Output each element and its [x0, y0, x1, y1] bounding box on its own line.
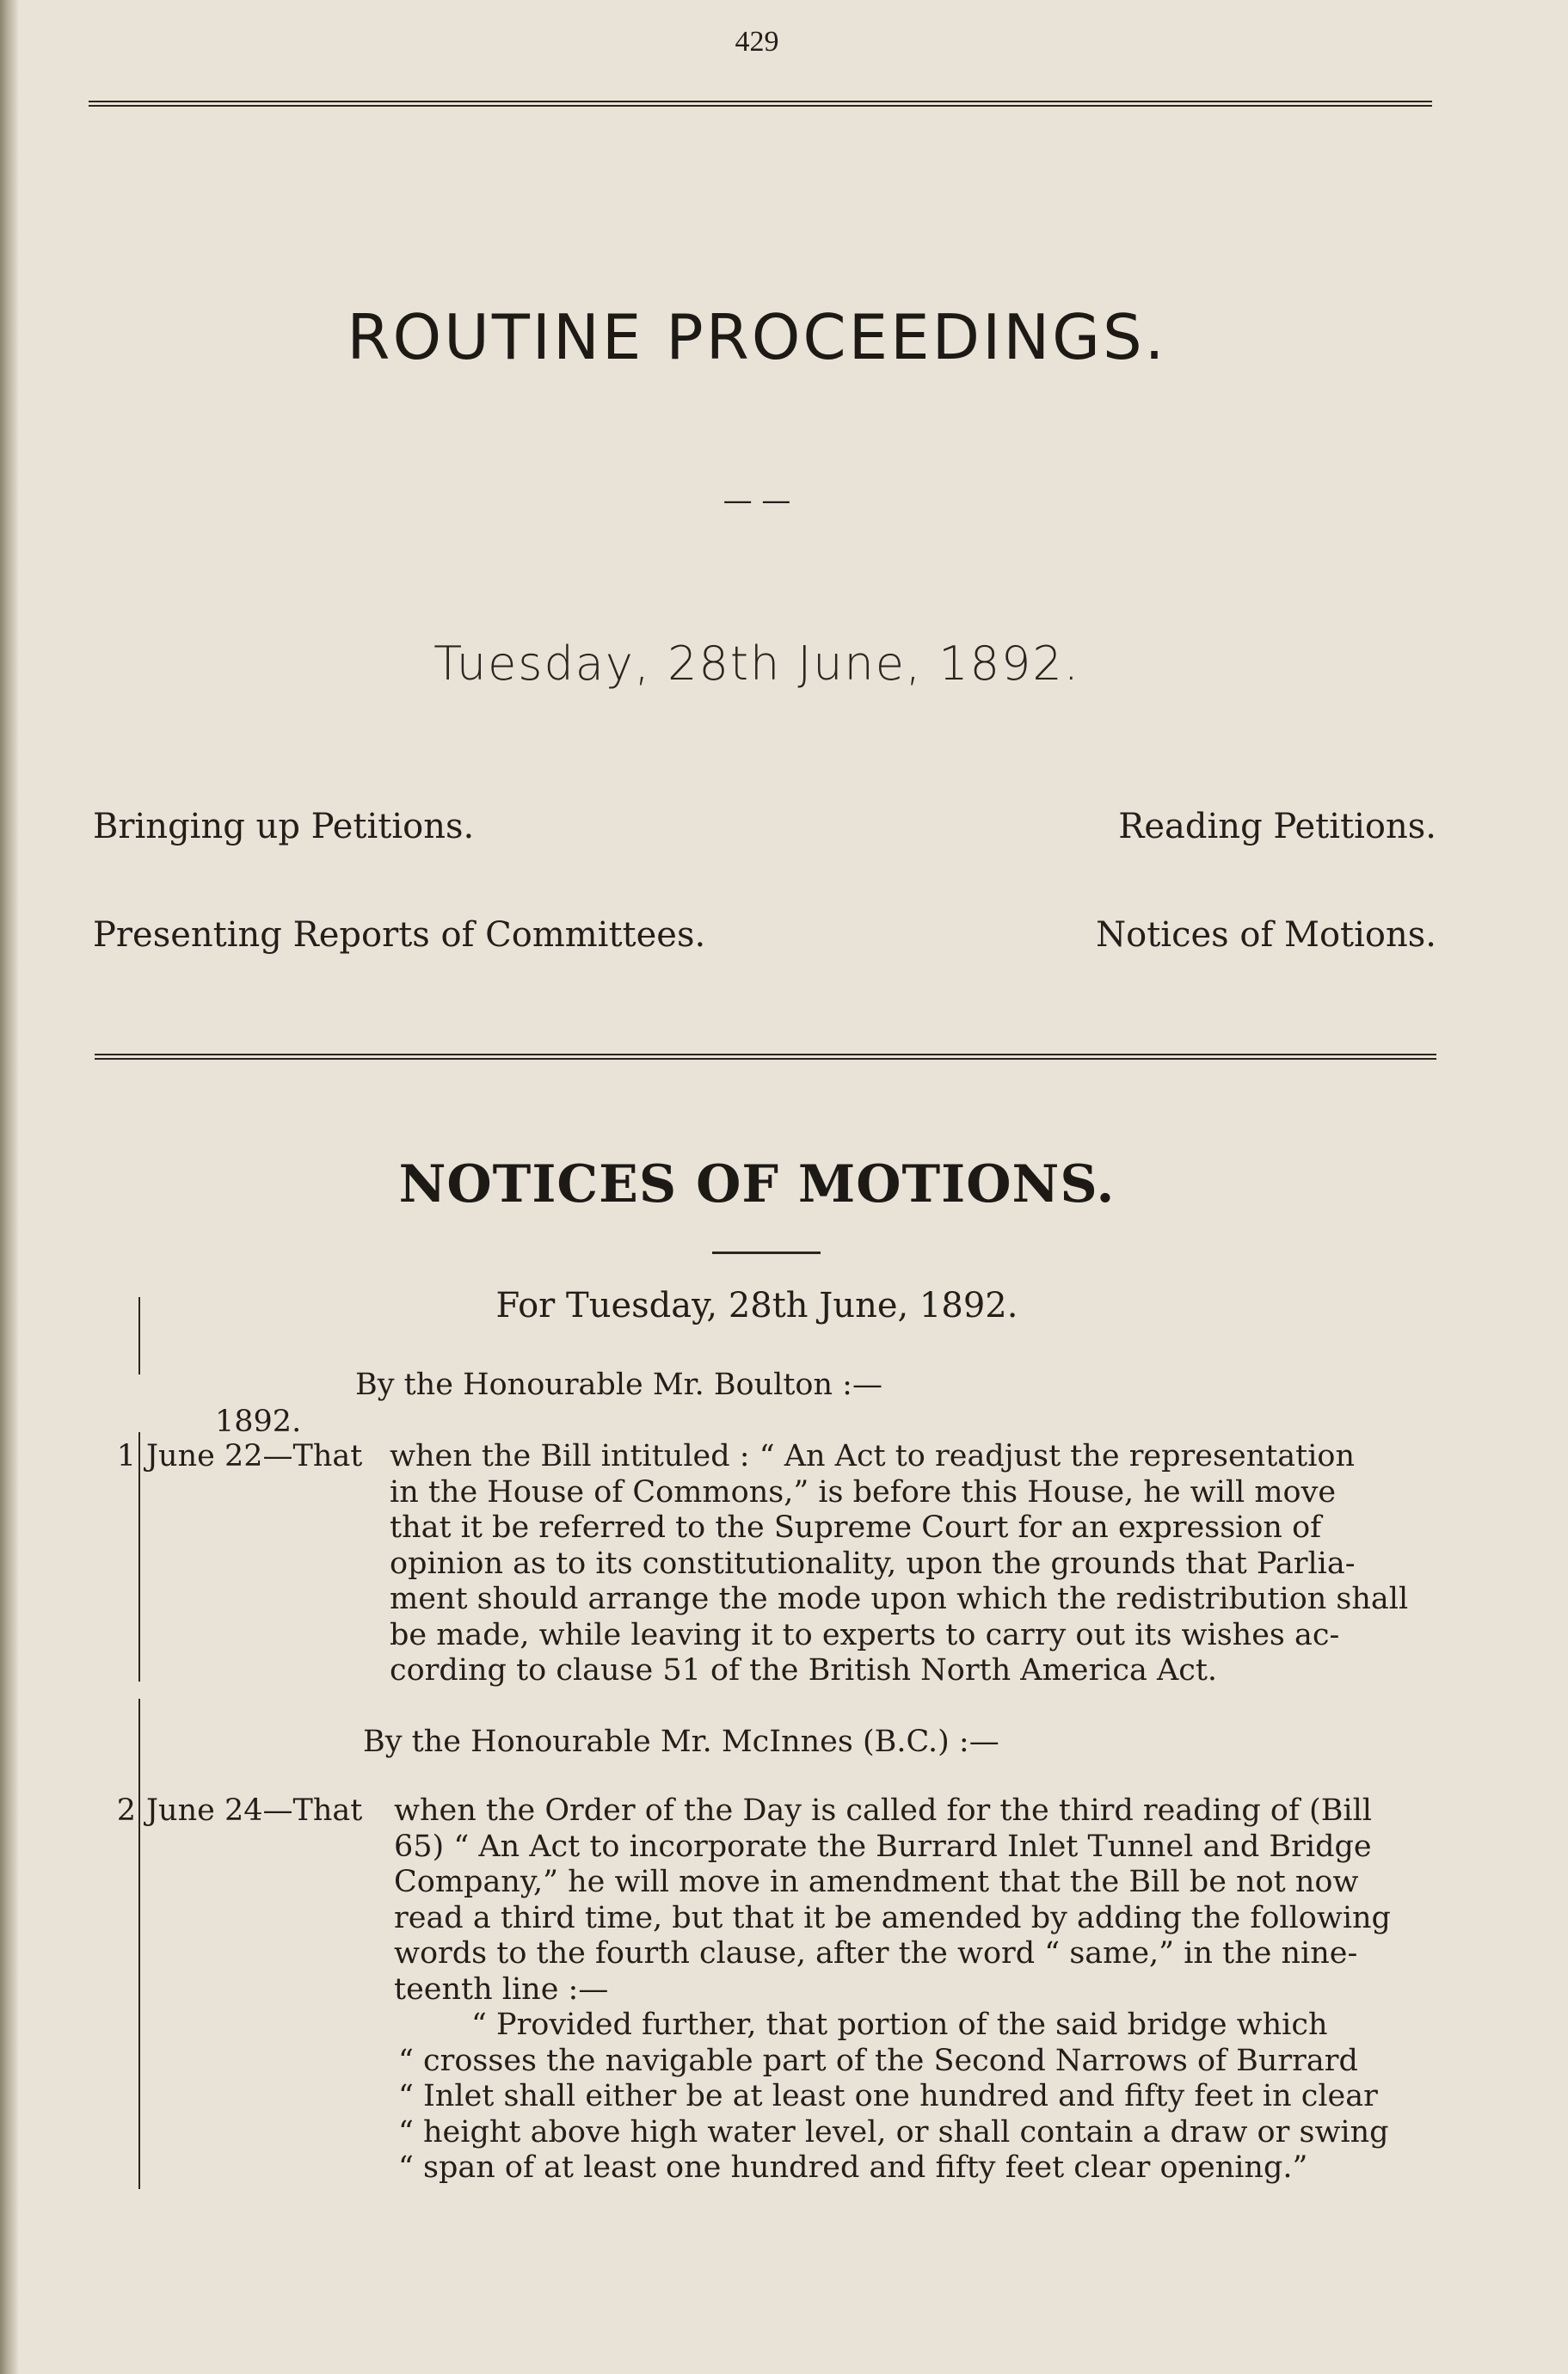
section-double-rule	[95, 1054, 1436, 1060]
motion-line: Company,” he will move in amendment that the Bill be not now	[394, 1865, 1359, 1899]
motion-line: read a third time, but that it be amended by adding the following	[394, 1900, 1391, 1935]
motion-line: in the House of Commons,” is before this House, he will move	[390, 1474, 1337, 1510]
title-dash: — —	[723, 483, 791, 518]
page-number: 429	[735, 26, 779, 58]
motion-number: 2	[116, 1793, 136, 1828]
motion-line: opinion as to its constitutionality, upon the grounds that Parlia-	[390, 1546, 1356, 1581]
motion-line: words to the fourth clause, after the word “ same,” in the nine-	[394, 1936, 1358, 1971]
motion-line: when the Bill intituled : “ An Act to readjust the representation	[390, 1439, 1356, 1473]
motion-line: when the Order of the Day is called for the third reading of (Bill	[394, 1793, 1373, 1828]
section-title-underline	[712, 1252, 821, 1254]
margin-line	[138, 1432, 140, 1682]
section-title: NOTICES OF MOTIONS.	[398, 1154, 1116, 1215]
header-double-rule	[89, 101, 1432, 107]
page-title: ROUTINE PROCEEDINGS.	[347, 301, 1167, 373]
margin-line	[138, 1699, 140, 2189]
motion-text	[394, 1793, 1439, 2008]
quotation-line: “ Provided further, that portion of the said bridge which	[471, 2008, 1328, 2042]
motion-number: 1	[116, 1439, 136, 1473]
notices-for-date: For Tuesday, 28th June, 1892.	[495, 1286, 1018, 1325]
quotation-line: “ height above high water level, or shall contain a draw or swing	[398, 2114, 1389, 2150]
motion-line: that it be referred to the Supreme Court for an expression of	[390, 1510, 1322, 1545]
motion-text	[390, 1439, 1435, 1689]
motion-line: ment should arrange the mode upon which the redistribution shall	[390, 1582, 1409, 1616]
motion-line: teenth line :—	[394, 1971, 609, 2007]
routine-item-presenting-reports: Presenting Reports of Committees.	[93, 915, 706, 955]
routine-item-reading-petitions: Reading Petitions.	[1118, 807, 1436, 846]
motion-line: cording to clause 51 of the British North America Act.	[390, 1653, 1218, 1688]
quotation-line: “ crosses the navigable part of the Second Narrows of Burrard	[398, 2043, 1358, 2078]
proceedings-date: Tuesday, 28th June, 1892.	[434, 637, 1080, 691]
motion-mover: By the Honourable Mr. McInnes (B.C.) :—	[363, 1725, 999, 1759]
motion-quotation	[398, 2008, 1448, 2186]
routine-item-notices-of-motions: Notices of Motions.	[1096, 915, 1436, 955]
motion-line: 65) “ An Act to incorporate the Burrard Inlet Tunnel and Bridge	[394, 1829, 1372, 1864]
motion-line: be made, while leaving it to experts to carry out its wishes ac-	[390, 1617, 1340, 1652]
motion-mover: By the Honourable Mr. Boulton :—	[355, 1368, 882, 1402]
quotation-line: “ Inlet shall either be at least one hundred and fifty feet in clear	[398, 2079, 1378, 2113]
routine-item-bringing-up-petitions: Bringing up Petitions.	[93, 807, 475, 846]
quotation-line: “ span of at least one hundred and fifty feet clear opening.”	[398, 2150, 1308, 2185]
motion-date: June 22—That	[146, 1439, 363, 1473]
motion-date: June 24—That	[146, 1793, 363, 1828]
motion-year: 1892.	[215, 1405, 302, 1439]
